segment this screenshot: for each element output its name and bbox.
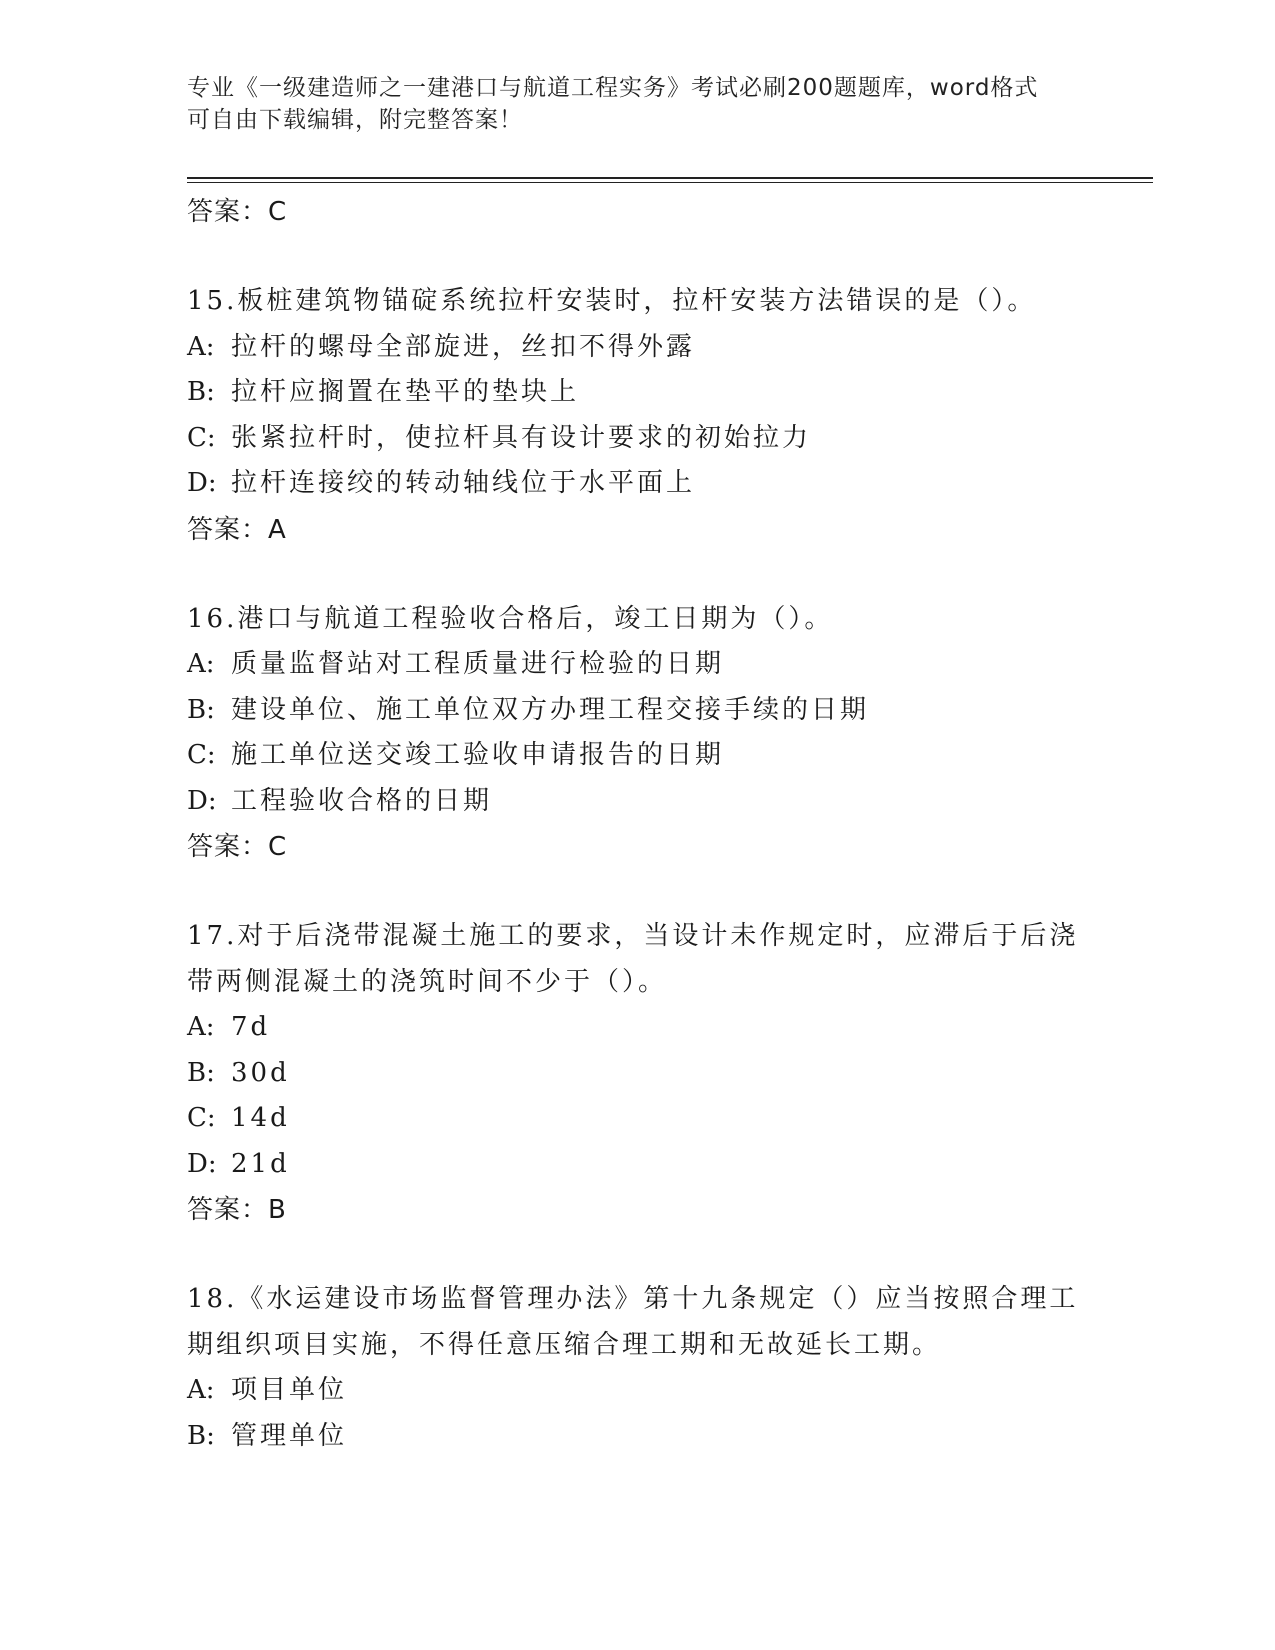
option-text: 张紧拉杆时，使拉杆具有设计要求的初始拉力 bbox=[231, 422, 812, 453]
option-text: 工程验收合格的日期 bbox=[231, 785, 493, 816]
option-letter: D: bbox=[187, 468, 217, 498]
answer-line: 答案：A bbox=[187, 514, 287, 545]
option-b bbox=[187, 688, 1087, 734]
option-d bbox=[187, 1142, 1087, 1188]
header-line-2: 可自由下载编辑，附完整答案！ bbox=[187, 107, 523, 133]
question-stem-continued: 带两侧混凝土的浇筑时间不少于（）。 bbox=[187, 966, 668, 997]
option-letter: A: bbox=[187, 649, 215, 679]
option-c bbox=[187, 1096, 1087, 1142]
option-letter: B: bbox=[187, 377, 215, 407]
option-letter: B: bbox=[187, 1057, 215, 1088]
answer-line: 答案：B bbox=[187, 1195, 287, 1225]
option-d bbox=[187, 779, 1087, 825]
question-block bbox=[187, 279, 1087, 553]
option-text: 项目单位 bbox=[231, 1375, 348, 1405]
option-letter: A: bbox=[187, 331, 215, 362]
option-letter: D: bbox=[187, 785, 217, 816]
option-b bbox=[187, 1414, 1087, 1460]
option-text: 拉杆应搁置在垫平的垫块上 bbox=[231, 377, 580, 407]
option-letter: B: bbox=[187, 694, 215, 725]
option-text: 21d bbox=[231, 1148, 290, 1179]
option-a bbox=[187, 1005, 1087, 1051]
option-letter: C: bbox=[187, 740, 216, 770]
option-text: 拉杆的螺母全部旋进，丝扣不得外露 bbox=[231, 331, 696, 362]
question-block bbox=[187, 1277, 1087, 1459]
document-header bbox=[187, 72, 1067, 136]
option-c bbox=[187, 416, 1087, 462]
answer-line: 答案：C bbox=[187, 832, 288, 862]
option-letter: A: bbox=[187, 1012, 215, 1042]
header-divider-thin bbox=[187, 182, 1153, 183]
header-divider-thick bbox=[187, 177, 1153, 179]
option-text: 施工单位送交竣工验收申请报告的日期 bbox=[231, 740, 725, 770]
answer-line: 答案：C bbox=[187, 197, 288, 227]
option-letter: D: bbox=[187, 1148, 217, 1179]
question-list bbox=[187, 189, 1087, 1459]
question-stem-continued: 期组织项目实施，不得任意压缩合理工期和无故延长工期。 bbox=[187, 1329, 942, 1360]
option-b bbox=[187, 1051, 1087, 1097]
option-text: 管理单位 bbox=[231, 1420, 348, 1451]
option-b bbox=[187, 370, 1087, 416]
question-block bbox=[187, 914, 1087, 1233]
option-text: 7d bbox=[231, 1012, 271, 1042]
option-text: 拉杆连接绞的转动轴线位于水平面上 bbox=[231, 468, 696, 498]
option-text: 建设单位、施工单位双方办理工程交接手续的日期 bbox=[231, 694, 870, 725]
option-letter: B: bbox=[187, 1420, 215, 1451]
question-stem: 17.对于后浇带混凝土施工的要求，当设计未作规定时，应滞后于后浇 bbox=[187, 921, 1079, 951]
option-a bbox=[187, 642, 1087, 688]
question-stem: 15.板桩建筑物锚碇系统拉杆安装时，拉杆安装方法错误的是（）。 bbox=[187, 286, 1037, 316]
option-a bbox=[187, 325, 1087, 371]
header-line-1: 专业《一级建造师之一建港口与航道工程实务》考试必刷200题题库，word格式 bbox=[187, 75, 1039, 101]
option-text: 14d bbox=[231, 1103, 290, 1133]
question-stem: 16.港口与航道工程验收合格后，竣工日期为（）。 bbox=[187, 603, 834, 634]
option-text: 质量监督站对工程质量进行检验的日期 bbox=[231, 649, 725, 679]
option-letter: C: bbox=[187, 1103, 216, 1133]
option-text: 30d bbox=[231, 1057, 290, 1088]
question-block bbox=[187, 597, 1087, 871]
question-stem: 18.《水运建设市场监督管理办法》第十九条规定（）应当按照合理工 bbox=[187, 1284, 1079, 1314]
option-d bbox=[187, 461, 1087, 507]
option-a bbox=[187, 1368, 1087, 1414]
option-c bbox=[187, 733, 1087, 779]
option-letter: A: bbox=[187, 1375, 215, 1405]
option-letter: C: bbox=[187, 422, 216, 453]
